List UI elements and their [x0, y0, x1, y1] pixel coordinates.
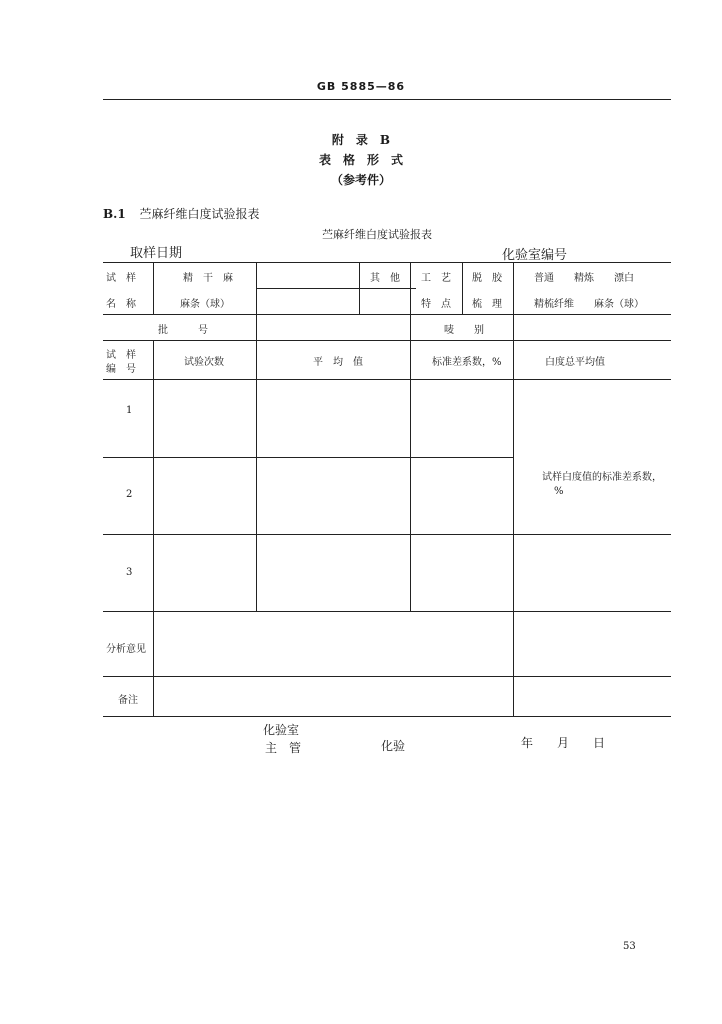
sample-number-label-bottom: 编 号	[106, 364, 136, 375]
table-rule	[103, 676, 671, 677]
table-col-rule	[462, 262, 463, 314]
mark-label: 唛 别	[444, 325, 484, 336]
table-rule	[103, 379, 671, 380]
table-col-rule	[153, 262, 154, 314]
analysis-label: 分析意见	[106, 644, 146, 655]
mean-value-header: 平 均 值	[313, 357, 363, 368]
supervisor-label: 主 管	[265, 741, 302, 755]
degumming-label: 脱 胶	[472, 273, 502, 284]
lab-number-label: 化验室编号	[502, 248, 568, 263]
process-label: 工 艺	[421, 273, 451, 284]
table-rule	[256, 288, 416, 289]
date-label: 年 月 日	[521, 736, 606, 750]
characteristics-label: 特 点	[421, 299, 451, 310]
appendix-subtitle: 表 格 形 式	[318, 153, 403, 167]
table-col-rule	[359, 262, 360, 314]
tester-label: 化验	[381, 739, 406, 753]
sample-name-label-bottom: 名 称	[106, 299, 136, 310]
page-number: 53	[623, 941, 636, 952]
cv-header: 标准差系数，%	[432, 357, 502, 368]
table-top-rule	[103, 262, 671, 263]
carding-options: 精梳纤维 麻条（球）	[534, 299, 644, 310]
sampling-date-label: 取样日期	[130, 246, 183, 261]
other-label: 其 他	[370, 273, 400, 284]
test-count-header: 试验次数	[184, 357, 224, 368]
carding-label: 梳 理	[472, 299, 502, 310]
table-rule	[103, 314, 671, 315]
section-title: 苎麻纤维白度试验报表	[139, 207, 260, 221]
header-rule	[103, 99, 671, 100]
table-col-rule	[153, 340, 154, 716]
appendix-title: 附 录 B	[331, 133, 391, 147]
sample-number: 3	[126, 567, 133, 578]
degumming-options: 普通 精炼 漂白	[534, 273, 634, 284]
table-col-rule	[256, 262, 257, 611]
form-title: 苎麻纤维白度试验报表	[322, 228, 432, 241]
appendix-note: （参考件）	[330, 173, 391, 187]
overall-mean-header: 白度总平均值	[545, 357, 605, 368]
table-bottom-rule	[103, 716, 671, 717]
table-rule	[103, 457, 513, 458]
sample-number: 1	[126, 405, 133, 416]
standard-number: GB 5885—86	[316, 80, 406, 93]
table-col-rule	[513, 262, 514, 716]
table-rule	[103, 611, 671, 612]
lab-label: 化验室	[263, 723, 300, 737]
cv-summary-label: 试样白度值的标准差系数，	[542, 472, 662, 483]
sliver-ball-label: 麻条（球）	[180, 299, 230, 310]
sample-number-label-top: 试 样	[106, 350, 136, 361]
remarks-label: 备注	[118, 695, 138, 706]
refined-ramie-label: 精 干 麻	[183, 273, 233, 284]
section-number: B.1	[103, 207, 126, 221]
sample-name-label-top: 试 样	[106, 273, 136, 284]
table-rule	[103, 340, 671, 341]
table-rule	[103, 534, 671, 535]
batch-number-label: 批 号	[158, 325, 208, 336]
section-heading	[103, 205, 260, 222]
sample-number: 2	[126, 489, 133, 500]
cv-summary-unit: %	[554, 486, 564, 497]
table-col-rule	[410, 262, 411, 611]
